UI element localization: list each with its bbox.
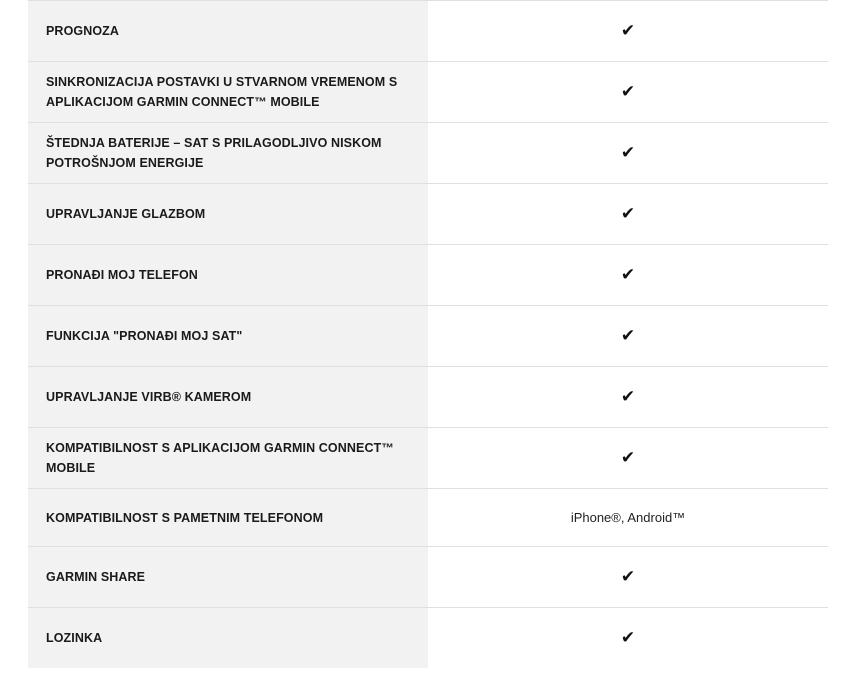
spec-label-cell xyxy=(28,367,428,427)
spec-row-music-control xyxy=(28,183,828,244)
spec-value-cell xyxy=(428,367,828,427)
spec-label-cell xyxy=(28,608,428,668)
checkmark-icon: ✔ xyxy=(620,20,636,41)
spec-value-cell xyxy=(428,1,828,61)
spec-row-find-phone xyxy=(28,244,828,305)
spec-value-cell xyxy=(428,184,828,244)
spec-label-cell xyxy=(28,428,428,488)
spec-label: PROGNOZA xyxy=(46,24,120,38)
spec-label: LOZINKA xyxy=(46,631,103,645)
spec-value-cell xyxy=(428,306,828,366)
spec-label-cell xyxy=(28,245,428,305)
spec-value-cell xyxy=(428,428,828,488)
spec-row-garmin-share xyxy=(28,546,828,607)
spec-value: iPhone®, Android™ xyxy=(570,510,686,525)
spec-row-prognoza xyxy=(28,0,828,61)
spec-label-cell xyxy=(28,489,428,546)
spec-label-cell xyxy=(28,62,428,122)
spec-label-cell xyxy=(28,547,428,607)
spec-value-cell xyxy=(428,245,828,305)
spec-label-cell xyxy=(28,1,428,61)
spec-row-connect-compat xyxy=(28,427,828,488)
spec-row-find-watch xyxy=(28,305,828,366)
spec-label: ŠTEDNJA BATERIJE – SAT S PRILAGODLJIVO NISKOM POTROŠNJOM ENERGIJE xyxy=(46,136,382,170)
spec-row-sync-settings xyxy=(28,61,828,122)
spec-value-cell xyxy=(428,608,828,668)
spec-value-cell xyxy=(428,489,828,546)
spec-label-cell xyxy=(28,306,428,366)
spec-label: FUNKCIJA "PRONAĐI MOJ SAT" xyxy=(46,329,243,343)
spec-label: KOMPATIBILNOST S APLIKACIJOM GARMIN CONNECT™ MOBILE xyxy=(46,441,394,475)
spec-row-battery-saver xyxy=(28,122,828,183)
spec-value-cell xyxy=(428,123,828,183)
spec-row-smartphone-compat xyxy=(28,488,828,546)
spec-row-virb-control xyxy=(28,366,828,427)
spec-table xyxy=(28,0,828,668)
spec-value-cell xyxy=(428,547,828,607)
checkmark-icon: ✔ xyxy=(620,325,636,346)
spec-label: GARMIN SHARE xyxy=(46,570,146,584)
spec-label: KOMPATIBILNOST S PAMETNIM TELEFONOM xyxy=(46,510,324,525)
checkmark-icon: ✔ xyxy=(620,203,636,224)
spec-row-password xyxy=(28,607,828,668)
spec-label-cell xyxy=(28,123,428,183)
checkmark-icon: ✔ xyxy=(620,142,636,163)
spec-label-cell xyxy=(28,184,428,244)
checkmark-icon: ✔ xyxy=(620,386,636,407)
checkmark-icon: ✔ xyxy=(620,264,636,285)
spec-label: UPRAVLJANJE VIRB® KAMEROM xyxy=(46,390,252,404)
checkmark-icon: ✔ xyxy=(620,81,636,102)
spec-label: PRONAĐI MOJ TELEFON xyxy=(46,268,198,282)
spec-value-cell xyxy=(428,62,828,122)
checkmark-icon: ✔ xyxy=(620,447,636,468)
spec-label: SINKRONIZACIJA POSTAVKI U STVARNOM VREMENOM S APLIKACIJOM GARMIN CONNECT™ MOBILE xyxy=(46,75,398,109)
spec-label: UPRAVLJANJE GLAZBOM xyxy=(46,207,206,221)
checkmark-icon: ✔ xyxy=(620,566,636,587)
checkmark-icon: ✔ xyxy=(620,627,636,648)
